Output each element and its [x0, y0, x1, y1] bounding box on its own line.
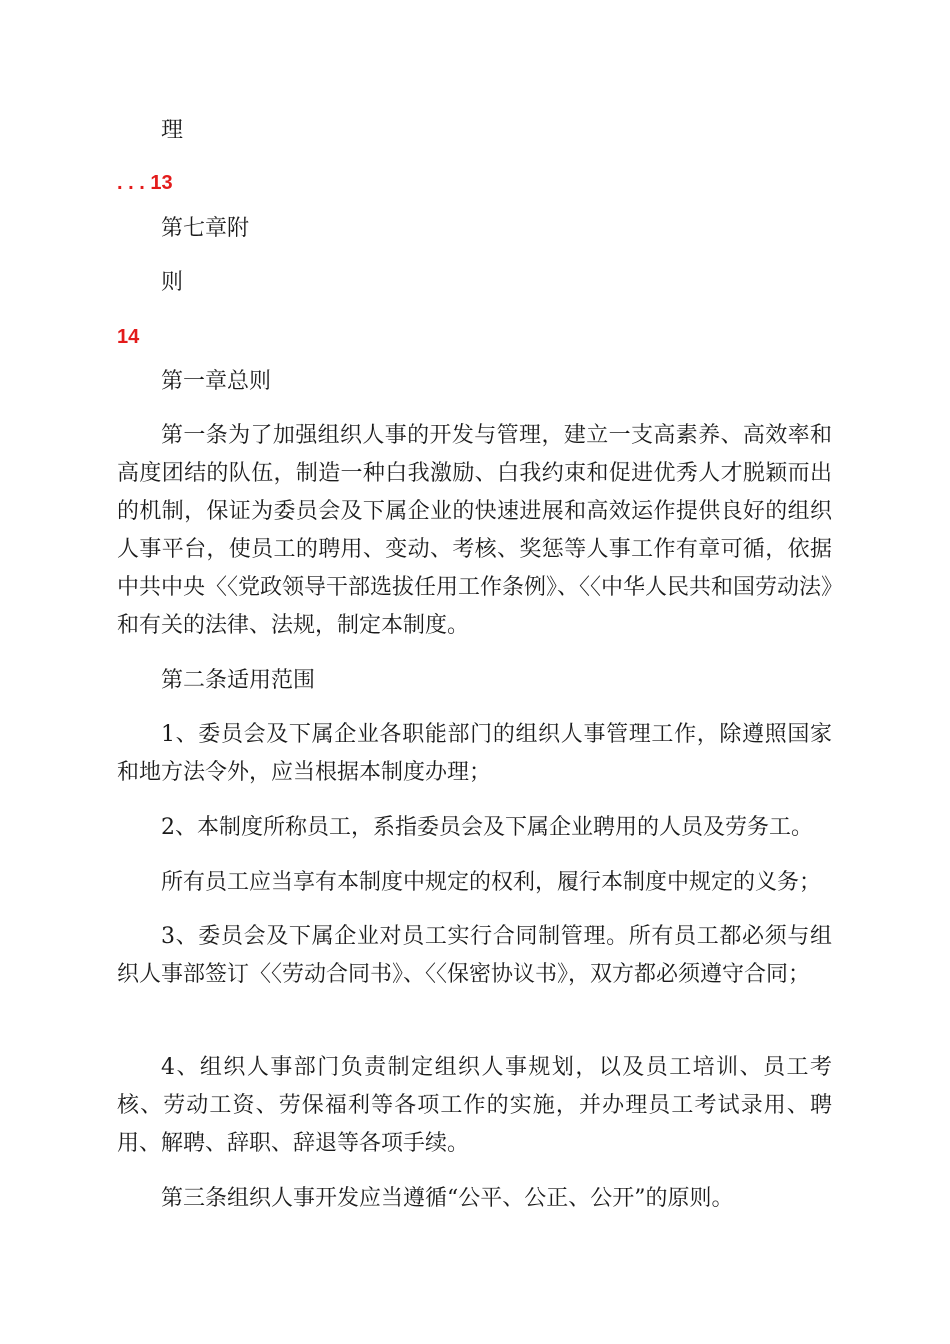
article-paragraph: 第一条为了加强组织人事的开发与管理，建立一支高素养、高效率和高度团结的队伍，制造一种白我激励、白我约束和促进优秀人才脱颖而出的机制，保证为委员会及下属企业的快速进展和高效运作提供良好的组织人事平台，使员工的聘用、变动、考核、奖惩等人事工作有章可循，依据中共中央〈〈党政领导干部选拔任用工作条例》、〈〈中华人民共和国劳动法》和有关的法律、法规，制定本制度。 — [117, 423, 833, 638]
chapter-heading: 第一章总则 — [161, 369, 272, 394]
toc-entry-tail: 则 — [161, 270, 184, 295]
toc-page-number: 14 — [117, 326, 140, 348]
list-item: 2、本制度所称员工，系指委员会及下属企业聘用的人员及劳务工。 — [161, 815, 813, 840]
article-heading: 第二条适用范围 — [161, 668, 316, 693]
toc-entry-chapter7: 第七章附 — [161, 216, 250, 241]
paragraph: 所有员工应当享有本制度中规定的权利，履行本制度中规定的义务； — [161, 870, 822, 895]
list-item: 3、委员会及下属企业对员工实行合同制管理。所有员工都必须与组织人事部签订〈〈劳动合同书》、〈〈保密协议书》，双方都必须遵守合同； — [117, 924, 832, 987]
article-paragraph: 第三条组织人事开发应当遵循“公平、公正、公开”的原则。 — [161, 1186, 734, 1211]
list-item: 4、组织人事部门负责制定组织人事规划，以及员工培训、员工考核、劳动工资、劳保福利等各项工作的实施，并办理员工考试录用、聘用、解聘、辞职、辞退等各项手续。 — [117, 1055, 832, 1156]
toc-entry-tail: 理 — [161, 118, 184, 143]
toc-page-number: . . . 13 — [117, 172, 173, 194]
list-item: 1、委员会及下属企业各职能部门的组织人事管理工作，除遵照国家和地方法令外，应当根据本制度办理； — [117, 722, 832, 785]
